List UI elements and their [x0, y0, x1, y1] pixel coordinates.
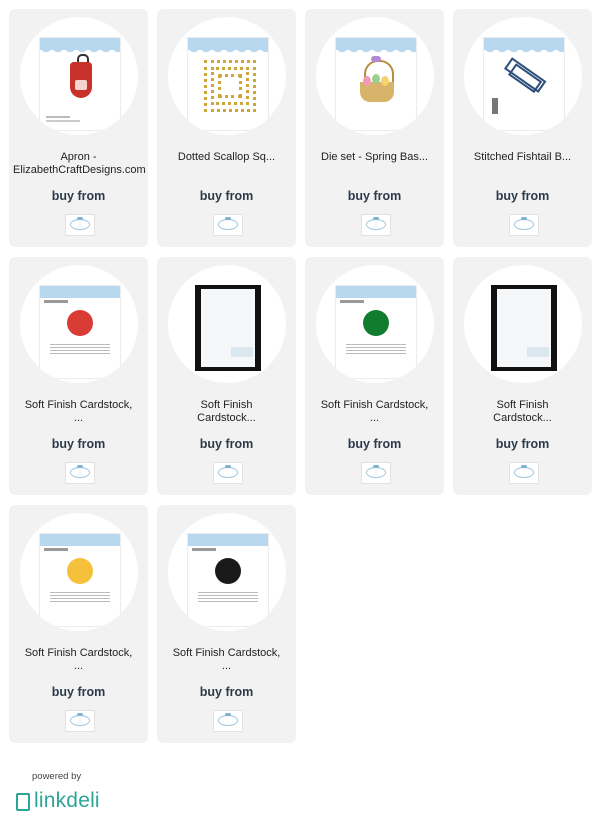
product-title[interactable]: Soft Finish Cardstock, ... [320, 399, 429, 424]
cardstock-red-icon [39, 285, 121, 379]
buy-from-label: buy from [199, 685, 254, 699]
store-logo-icon[interactable] [65, 214, 95, 236]
product-image[interactable] [20, 17, 138, 135]
store-logo-icon[interactable] [361, 214, 391, 236]
product-card[interactable] [9, 9, 148, 247]
product-title[interactable]: Soft Finish Cardstock... [493, 399, 552, 424]
shopping-bag-icon [16, 793, 30, 811]
product-card[interactable] [453, 257, 592, 495]
store-logo-icon[interactable] [65, 710, 95, 732]
buy-from-label: buy from [51, 685, 106, 699]
buy-from-label: buy from [199, 437, 254, 451]
store-logo-icon[interactable] [213, 710, 243, 732]
product-title[interactable]: Dotted Scallop Sq... [177, 151, 276, 163]
product-image[interactable] [464, 265, 582, 383]
buy-from-label: buy from [347, 437, 402, 451]
product-title[interactable]: Soft Finish Cardstock, ... [24, 399, 133, 424]
buy-from-label: buy from [347, 189, 402, 203]
product-card[interactable] [9, 257, 148, 495]
product-image[interactable] [464, 17, 582, 135]
linkdeli-logo[interactable] [16, 789, 116, 815]
product-card[interactable] [453, 9, 592, 247]
cardstock-white-icon [491, 285, 557, 371]
store-logo-icon[interactable] [213, 214, 243, 236]
product-card[interactable] [305, 9, 444, 247]
buy-from-label: buy from [51, 189, 106, 203]
product-card[interactable] [157, 9, 296, 247]
product-image[interactable] [316, 17, 434, 135]
cardstock-green-icon [335, 285, 417, 379]
spring-basket-die-icon [335, 37, 417, 131]
store-logo-icon[interactable] [213, 462, 243, 484]
cardstock-yellow-icon [39, 533, 121, 627]
store-logo-icon[interactable] [65, 462, 95, 484]
product-image[interactable] [20, 513, 138, 631]
store-logo-icon[interactable] [361, 462, 391, 484]
product-title[interactable]: Stitched Fishtail B... [473, 151, 572, 163]
product-title[interactable]: Apron - ElizabethCraftDesigns.com [13, 151, 146, 176]
product-image[interactable] [168, 265, 286, 383]
product-card[interactable] [157, 505, 296, 743]
store-logo-icon[interactable] [509, 462, 539, 484]
fishtail-banner-die-icon [483, 37, 565, 131]
linkdeli-wordmark: linkdeli [34, 789, 100, 812]
buy-from-label: buy from [51, 437, 106, 451]
product-card[interactable] [305, 257, 444, 495]
product-image[interactable] [168, 17, 286, 135]
product-title[interactable]: Soft Finish Cardstock... [197, 399, 256, 424]
buy-from-label: buy from [495, 437, 550, 451]
product-card[interactable] [9, 505, 148, 743]
cardstock-white-icon [195, 285, 261, 371]
product-title[interactable]: Soft Finish Cardstock, ... [24, 647, 133, 672]
apron-die-icon [39, 37, 121, 131]
product-image[interactable] [20, 265, 138, 383]
product-image[interactable] [168, 513, 286, 631]
product-title[interactable]: Die set - Spring Bas... [321, 151, 428, 163]
buy-from-label: buy from [199, 189, 254, 203]
scallop-square-die-icon [187, 37, 269, 131]
product-image[interactable] [316, 265, 434, 383]
buy-from-label: buy from [495, 189, 550, 203]
product-card[interactable] [157, 257, 296, 495]
store-logo-icon[interactable] [509, 214, 539, 236]
powered-by-label: powered by [32, 771, 82, 782]
cardstock-black-icon [187, 533, 269, 627]
product-title[interactable]: Soft Finish Cardstock, ... [172, 647, 281, 672]
